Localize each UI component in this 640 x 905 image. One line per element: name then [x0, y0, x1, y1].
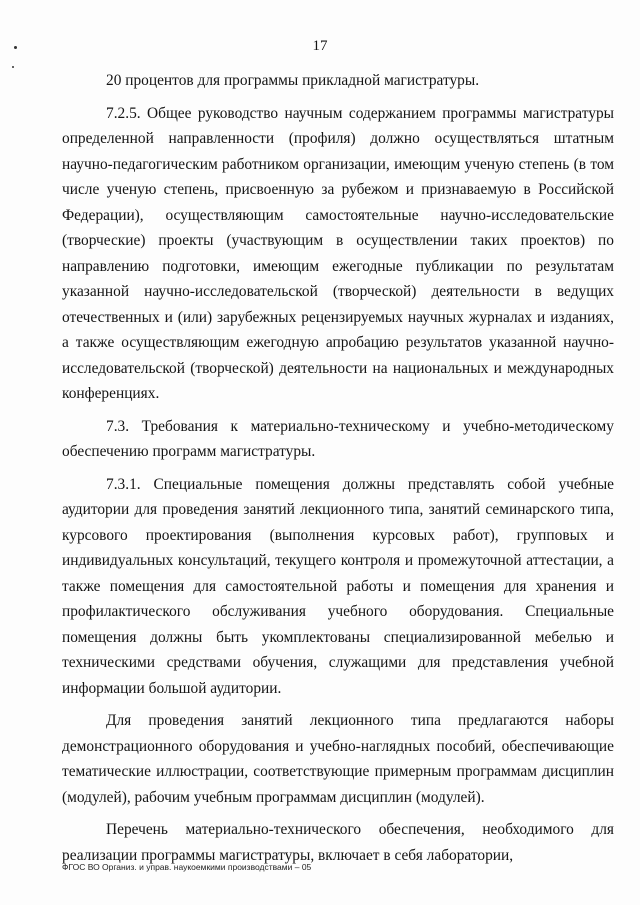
page-footer: ФГОС ВО Организ. и управ. наукоемкими производствами – 05 — [62, 862, 312, 872]
paragraph: 7.3. Требования к материально-техническому и учебно-методическому обеспечению программ магистратуры. — [62, 417, 614, 460]
scan-speck — [12, 66, 14, 68]
document-body — [62, 68, 614, 875]
paragraph: Перечень материально-технического обеспечения, необходимого для реализации программы магистратуры, включает в себя лаборатории, — [62, 821, 614, 864]
paragraph: 20 процентов для программы прикладной магистратуры. — [106, 72, 480, 89]
paragraph: Для проведения занятий лекционного типа предлагаются наборы демонстрационного оборудования и учебно-наглядных пособий, обеспечивающие тематические иллюстрации, соответствующие примерным программам дисциплин (модулей), рабочим учебным программам дисциплин (модулей). — [62, 712, 614, 806]
page-number: 17 — [312, 38, 328, 54]
paragraph: 7.2.5. Общее руководство научным содержанием программы магистратуры определенной направленности (профиля) должно осуществляться штатным научно-педагогическим работником организации, имеющим ученую степень (в том числе ученую степень, присвоенную за рубежом и признаваемую в Российской Федерации), осуществляющим самостоятельные научно-исследовательские (творческие) проекты (участвующим в осуществлении таких проектов) по направлению подготовки, имеющим ежегодные публикации по результатам указанной научно-исследовательской (творческой) деятельности в ведущих отечественных и (или) зарубежных рецензируемых научных журналах и изданиях, а также осуществляющим ежегодную апробацию результатов указанной научно-исследовательской (творческой) деятельности на национальных и международных конференциях. — [62, 104, 614, 402]
paragraph: 7.3.1. Специальные помещения должны представлять собой учебные аудитории для проведения занятий лекционного типа, занятий семинарского типа, курсового проектирования (выполнения курсовых работ), групповых и индивидуальных консультаций, текущего контроля и промежуточной аттестации, а также помещения для самостоятельной работы и помещения для хранения и профилактического обслуживания учебного оборудования. Специальные помещения должны быть укомплектованы специализированной мебелью и техническими средствами обучения, служащими для представления учебной информации большой аудитории. — [62, 475, 614, 697]
